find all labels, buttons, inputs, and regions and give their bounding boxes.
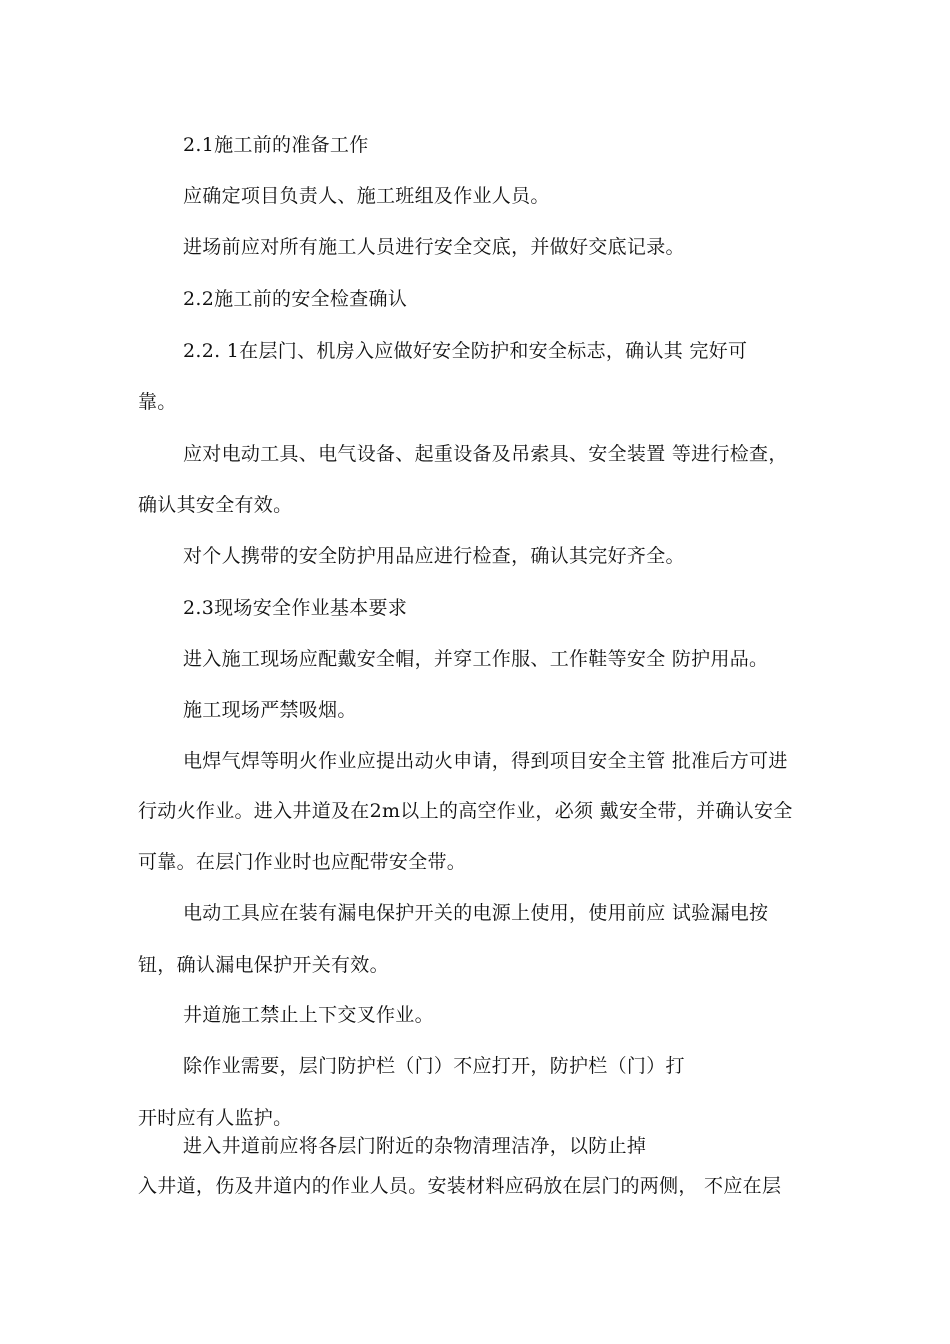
paragraph-line: 进入施工现场应配戴安全帽，并穿工作服、工作鞋等安全 防护用品。 — [183, 648, 769, 670]
paragraph-line: 进场前应对所有施工人员进行安全交底，并做好交底记录。 — [183, 236, 685, 258]
paragraph-line: 电动工具应在装有漏电保护开关的电源上使用，使用前应 试验漏电按 — [183, 902, 769, 924]
paragraph-line: 行动火作业。进入井道及在2m以上的高空作业，必须 戴安全带，并确认安全 — [138, 800, 793, 822]
paragraph-line: 电焊气焊等明火作业应提出动火申请，得到项目安全主管 批准后方可进 — [183, 750, 788, 772]
paragraph-line: 开时应有人监护。 — [138, 1107, 293, 1129]
paragraph-line: 确认其安全有效。 — [138, 494, 293, 516]
paragraph-line: 应确定项目负责人、施工班组及作业人员。 — [183, 185, 550, 207]
paragraph-line: 施工现场严禁吸烟。 — [183, 699, 357, 721]
paragraph-line: 可靠。在层门作业时也应配带安全带。 — [138, 851, 467, 873]
paragraph-line: 井道施工禁止上下交叉作业。 — [183, 1004, 434, 1026]
section-heading: 2.1施工前的准备工作 — [183, 134, 369, 156]
paragraph-line: 对个人携带的安全防护用品应进行检查，确认其完好齐全。 — [183, 545, 685, 567]
paragraph-line: 靠。 — [138, 391, 177, 413]
paragraph-line: 应对电动工具、电气设备、起重设备及吊索具、安全装置 等进行检查， — [183, 443, 788, 465]
section-heading: 2.2施工前的安全检查确认 — [183, 288, 408, 310]
paragraph-line: 除作业需要，层门防护栏（门）不应打开，防护栏（门）打 — [183, 1055, 685, 1077]
paragraph-line: 钮，确认漏电保护开关有效。 — [138, 954, 389, 976]
paragraph-line: 2.2. 1在层门、机房入应做好安全防护和安全标志，确认其 完好可 — [183, 340, 748, 362]
paragraph-line: 入井道，伤及井道内的作业人员。安装材料应码放在层门的两侧， 不应在层 — [138, 1175, 782, 1197]
section-heading: 2.3现场安全作业基本要求 — [183, 597, 408, 619]
paragraph-line: 进入井道前应将各层门附近的杂物清理洁净，以防止掉 — [183, 1135, 647, 1157]
